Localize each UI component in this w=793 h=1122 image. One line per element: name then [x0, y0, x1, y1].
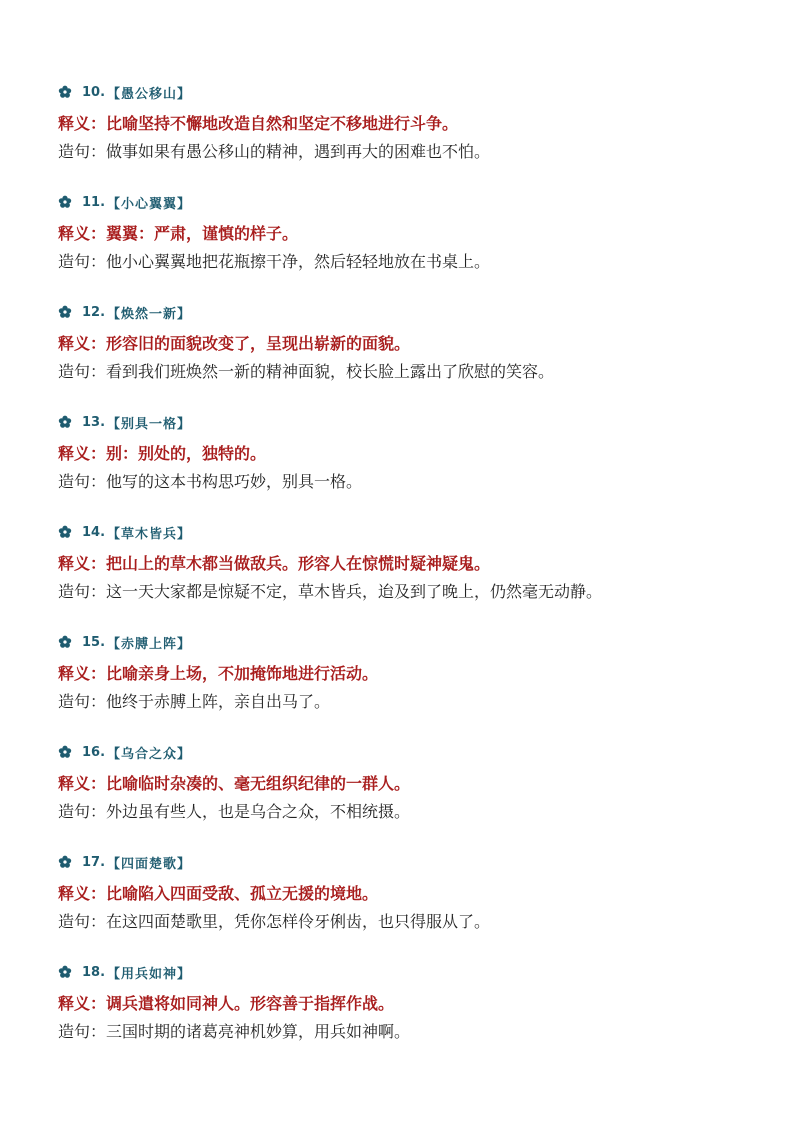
definition-label: 释义： — [58, 444, 107, 463]
definition-label: 释义： — [58, 884, 107, 903]
definition-label: 释义： — [58, 994, 107, 1013]
definition-text: 比喻坚持不懈地改造自然和坚定不移地进行斗争。 — [106, 114, 459, 133]
sentence-text: 在这四面楚歌里，凭你怎样伶牙俐齿，也只得服从了。 — [106, 912, 491, 931]
idiom-entry-14 — [58, 522, 758, 632]
idiom-term: 【草木皆兵】 — [107, 526, 192, 542]
sentence-line — [58, 468, 758, 496]
sentence-line — [58, 248, 758, 276]
definition-text: 比喻临时杂凑的、毫无组织纪律的一群人。 — [106, 774, 411, 793]
sentence-text: 这一天大家都是惊疑不定，草木皆兵，迨及到了晚上，仍然毫无动静。 — [106, 582, 603, 601]
sentence-label: 造句： — [58, 692, 107, 711]
sentence-label: 造句： — [58, 802, 107, 821]
entry-heading — [58, 412, 758, 432]
definition-text: 比喻陷入四面受敌、孤立无援的境地。 — [106, 884, 379, 903]
flower-icon — [58, 415, 72, 429]
sentence-line — [58, 908, 758, 936]
flower-icon — [58, 965, 72, 979]
entry-heading — [58, 632, 758, 652]
definition-line — [58, 330, 758, 358]
definition-line — [58, 220, 758, 248]
entry-heading — [58, 82, 758, 102]
idiom-entry-18 — [58, 962, 758, 1072]
definition-label: 释义： — [58, 664, 107, 683]
sentence-line — [58, 688, 758, 716]
entry-number: 15. — [82, 634, 106, 650]
sentence-text: 三国时期的诸葛亮神机妙算，用兵如神啊。 — [106, 1022, 411, 1041]
definition-line — [58, 550, 758, 578]
sentence-text: 做事如果有愚公移山的精神，遇到再大的困难也不怕。 — [106, 142, 491, 161]
flower-icon — [58, 85, 72, 99]
entry-number: 17. — [82, 854, 106, 870]
sentence-line — [58, 358, 758, 386]
flower-icon — [58, 855, 72, 869]
definition-line — [58, 660, 758, 688]
sentence-label: 造句： — [58, 1022, 107, 1041]
idiom-term: 【愚公移山】 — [107, 86, 192, 102]
sentence-label: 造句： — [58, 582, 107, 601]
entry-heading — [58, 852, 758, 872]
idiom-entry-10 — [58, 82, 758, 192]
definition-text: 形容旧的面貌改变了，呈现出崭新的面貌。 — [106, 334, 411, 353]
idiom-entry-13 — [58, 412, 758, 522]
idiom-entry-16 — [58, 742, 758, 852]
sentence-text: 他小心翼翼地把花瓶擦干净，然后轻轻地放在书桌上。 — [106, 252, 491, 271]
sentence-line — [58, 578, 758, 606]
idiom-entry-11 — [58, 192, 758, 302]
entry-heading — [58, 302, 758, 322]
entry-heading — [58, 192, 758, 212]
entry-number: 11. — [82, 194, 106, 210]
entry-number: 14. — [82, 524, 106, 540]
definition-label: 释义： — [58, 554, 107, 573]
entry-heading — [58, 962, 758, 982]
flower-icon — [58, 525, 72, 539]
sentence-label: 造句： — [58, 912, 107, 931]
definition-label: 释义： — [58, 114, 107, 133]
sentence-label: 造句： — [58, 362, 107, 381]
sentence-text: 外边虽有些人，也是乌合之众，不相统摄。 — [106, 802, 411, 821]
definition-line — [58, 110, 758, 138]
entry-heading — [58, 742, 758, 762]
definition-label: 释义： — [58, 334, 107, 353]
idiom-term: 【焕然一新】 — [107, 306, 192, 322]
idiom-term: 【用兵如神】 — [107, 966, 192, 982]
entry-number: 13. — [82, 414, 106, 430]
definition-text: 比喻亲身上场，不加掩饰地进行活动。 — [106, 664, 379, 683]
flower-icon — [58, 745, 72, 759]
idiom-term: 【四面楚歌】 — [107, 856, 192, 872]
sentence-text: 他终于赤膊上阵，亲自出马了。 — [106, 692, 331, 711]
entry-heading — [58, 522, 758, 542]
sentence-line — [58, 798, 758, 826]
definition-line — [58, 990, 758, 1018]
sentence-label: 造句： — [58, 252, 107, 271]
entry-number: 10. — [82, 84, 106, 100]
entry-number: 12. — [82, 304, 106, 320]
definition-text: 别：别处的，独特的。 — [106, 444, 267, 463]
definition-label: 释义： — [58, 774, 107, 793]
definition-line — [58, 880, 758, 908]
flower-icon — [58, 195, 72, 209]
definition-text: 调兵遣将如同神人。形容善于指挥作战。 — [106, 994, 395, 1013]
entry-number: 18. — [82, 964, 106, 980]
idiom-list — [58, 82, 758, 1072]
definition-text: 翼翼：严肃，谨慎的样子。 — [106, 224, 299, 243]
sentence-line — [58, 1018, 758, 1046]
definition-label: 释义： — [58, 224, 107, 243]
definition-line — [58, 440, 758, 468]
sentence-label: 造句： — [58, 142, 107, 161]
idiom-term: 【小心翼翼】 — [107, 196, 192, 212]
sentence-label: 造句： — [58, 472, 107, 491]
idiom-term: 【赤膊上阵】 — [107, 636, 192, 652]
sentence-text: 看到我们班焕然一新的精神面貌，校长脸上露出了欣慰的笑容。 — [106, 362, 555, 381]
entry-number: 16. — [82, 744, 106, 760]
idiom-entry-12 — [58, 302, 758, 412]
sentence-text: 他写的这本书构思巧妙，别具一格。 — [106, 472, 363, 491]
flower-icon — [58, 305, 72, 319]
idiom-entry-15 — [58, 632, 758, 742]
sentence-line — [58, 138, 758, 166]
idiom-term: 【乌合之众】 — [107, 746, 192, 762]
definition-text: 把山上的草木都当做敌兵。形容人在惊慌时疑神疑鬼。 — [106, 554, 491, 573]
flower-icon — [58, 635, 72, 649]
definition-line — [58, 770, 758, 798]
idiom-entry-17 — [58, 852, 758, 962]
idiom-term: 【别具一格】 — [107, 416, 192, 432]
